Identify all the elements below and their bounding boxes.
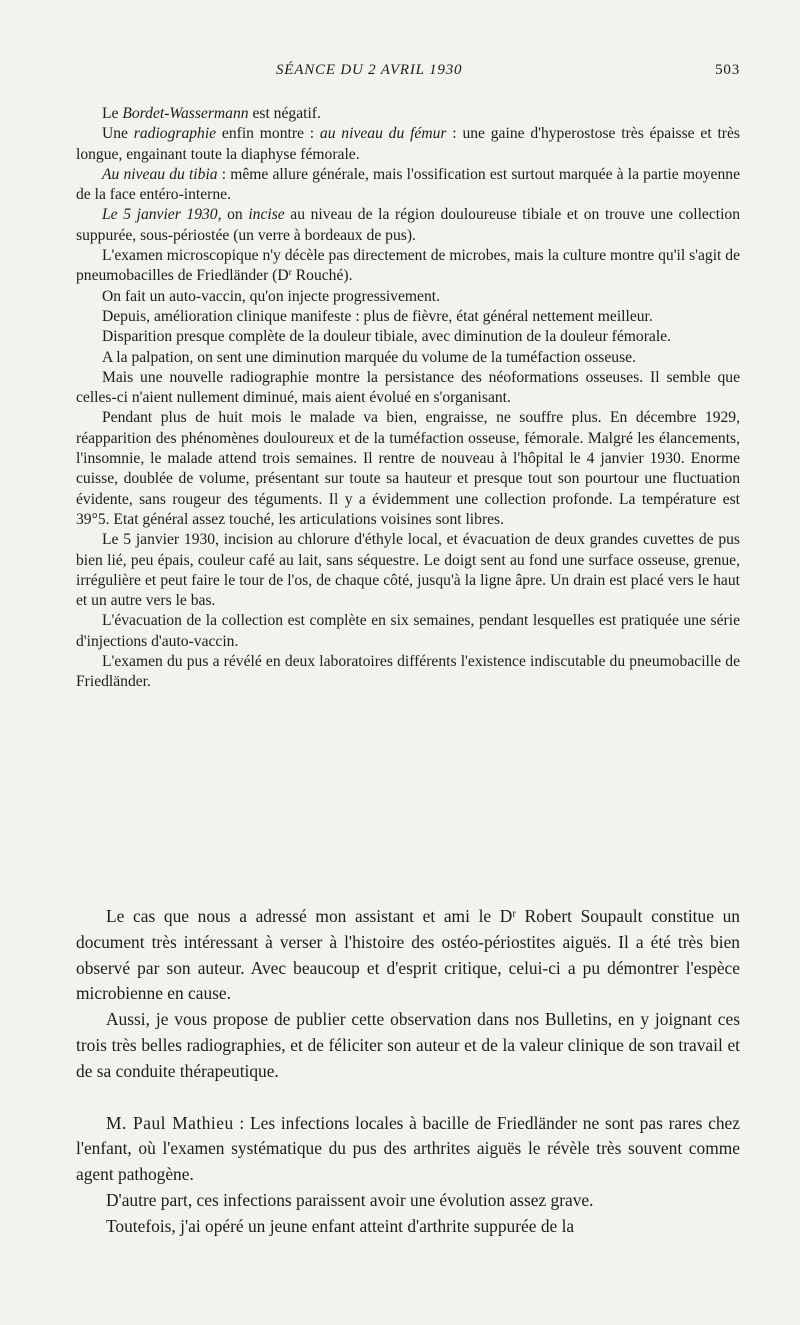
paragraph-microscopy: L'examen microscopique n'y décèle pas directement de microbes, mais la culture montre qu'il s'agit de pneumobacilles de Friedländer ($D^r$ Rouché).: [76, 247, 740, 285]
paragraph-bordet: Le Bordet-Wassermann est négatif.: [102, 105, 321, 122]
paragraph-amelioration: Depuis, amélioration clinique manifeste : plus de fièvre, état général nettement meilleur.: [102, 307, 653, 325]
discussion-paragraph-2: D'autre part, ces infections paraissent avoir une évolution assez grave.: [106, 1189, 594, 1210]
paragraph-disparition: Disparition presque complète de la douleur tibiale, avec diminution de la douleur fémorale.: [102, 328, 671, 346]
header-title: SÉANCE DU 2 AVRIL 1930: [276, 62, 463, 78]
page-number: 503: [715, 62, 740, 78]
discussion-paragraph-1: M. Paul Mathieu : Les infections locales à bacille de Friedländer ne sont pas rares chez l'enfant, où l'examen systématique du pus des arthrites aiguës le révèle très souvent comme agent pathogène.: [76, 1112, 740, 1185]
speaker-name: M. Paul Mathieu: [106, 1112, 234, 1133]
paragraph-vaccin: On fait un auto-vaccin, qu'on injecte progressivement.: [102, 287, 440, 305]
paragraph-rechute: Pendant plus de huit mois le malade va bien, engraisse, ne souffre plus. En décembre 1929, réapparition des phénomènes douloureux et de la tuméfaction osseuse, fémorale. Malgré les élancements, l'insomnie, le malade attend trois semaines. Il rentre de nouveau à l'hôpital le 4 janvier 1930. Enorme cuisse, doublée de volume, présentant sur toute sa hauteur et presque tout son pourtour une fluctuation évidente, sans rougeur des téguments. Il y a évidemment une collection profonde. La température est 39°5. Etat général assez touché, les articulations voisines sont libres.: [76, 409, 740, 528]
discussion-paragraph-3: Toutefois, j'ai opéré un jeune enfant atteint d'arthrite suppurée de la: [106, 1215, 575, 1236]
running-header: [76, 62, 740, 82]
commentary-paragraph-2: Aussi, je vous propose de publier cette observation dans nos Bulletins, en y joignant ces trois très belles radiographies, et de féliciter son auteur et de la valeur clinique de son travail et de sa conduite thérapeutique.: [76, 1009, 740, 1081]
paragraph-tibia: Au niveau du tibia : même allure générale, mais l'ossification est surtout marquée à la partie moyenne de la face entéro-interne.: [76, 165, 740, 204]
paragraph-examen-pus: L'examen du pus a révélé en deux laboratoires différents l'existence indiscutable du pneumobacille de Friedländer.: [76, 653, 740, 691]
paragraph-nouvelle-radio: Mais une nouvelle radiographie montre la persistance des néoformations osseuses. Il semble que celles-ci n'aient nullement diminué, mais aient évolué en s'organisant.: [76, 368, 740, 407]
rapporteur-commentary: [76, 904, 740, 1240]
case-report: [76, 104, 740, 693]
paragraph-auto-vaccin: L'évacuation de la collection est complète en six semaines, pendant lesquelles est pratiquée une série d'injections d'auto-vaccin.: [76, 612, 740, 650]
paragraph-incision: Le 5 janvier 1930, on incise au niveau de la région douloureuse tibiale et on trouve une collection suppurée, sous-périostée (un verre à bordeaux de pus).: [76, 206, 741, 244]
commentary-paragraph-1: Le cas que nous a adressé mon assistant et ami le $D^r$ Robert Soupault constitue un document très intéressant à verser à l'histoire des ostéo-périostites aiguës. Il a été très bien observé par son auteur. Avec beaucoup et d'esprit critique, celui-ci a pu démontrer l'espèce microbienne en cause.: [76, 906, 740, 1004]
paragraph-evacuation: Le 5 janvier 1930, incision au chlorure d'éthyle local, et évacuation de deux grandes cuvettes de pus bien lié, peu épais, couleur café au lait, sans séquestre. Le doigt sent au fond une surface osseuse, grenue, irrégulière et peut faire le tour de l'os, de chaque côté, jusqu'à la ligne âpre. Un drain est placé vers le haut et un autre vers le bas.: [76, 531, 740, 610]
paragraph-palpation: A la palpation, on sent une diminution marquée du volume de la tuméfaction osseuse.: [102, 348, 636, 366]
paragraph-radiographie: Une radiographie enfin montre : au niveau du fémur : une gaine d'hyperostose très épaisse et très longue, engainant toute la diaphyse fémorale.: [76, 125, 740, 163]
